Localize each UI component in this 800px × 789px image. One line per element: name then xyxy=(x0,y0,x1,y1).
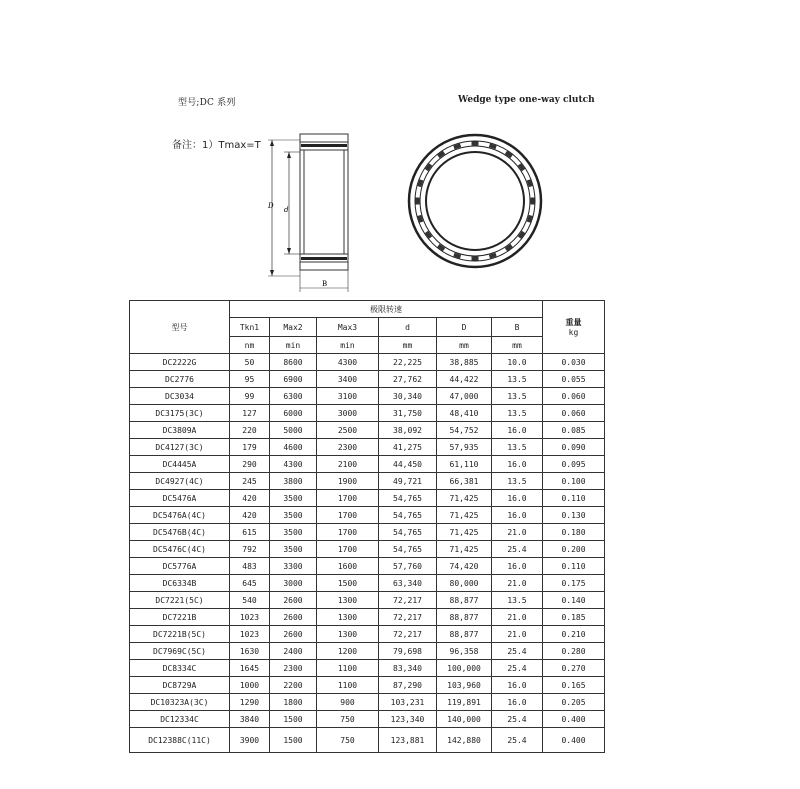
table-cell: 54,765 xyxy=(379,524,437,541)
table-cell: 1290 xyxy=(230,694,270,711)
table-cell: 1500 xyxy=(317,575,379,592)
table-row xyxy=(130,609,605,626)
table-cell: 88,877 xyxy=(437,626,492,643)
model-cell: DC10323A(3C) xyxy=(130,694,230,711)
unit-header: mm xyxy=(437,337,492,354)
table-cell: 0.280 xyxy=(543,643,605,660)
table-cell: 88,877 xyxy=(437,592,492,609)
model-cell: DC3034 xyxy=(130,388,230,405)
table-cell: 1300 xyxy=(317,609,379,626)
table-cell: 6000 xyxy=(270,405,317,422)
table-cell: 16.0 xyxy=(492,694,543,711)
table-cell: 0.130 xyxy=(543,507,605,524)
table-cell: 0.060 xyxy=(543,388,605,405)
table-cell: 25.4 xyxy=(492,660,543,677)
table-cell: 2600 xyxy=(270,626,317,643)
table-row xyxy=(130,388,605,405)
table-cell: 1900 xyxy=(317,473,379,490)
model-series-title: 型号;DC 系列 xyxy=(178,98,236,108)
table-cell: 3300 xyxy=(270,558,317,575)
table-cell: 420 xyxy=(230,490,270,507)
table-cell: 1023 xyxy=(230,609,270,626)
table-cell: 44,422 xyxy=(437,371,492,388)
table-cell: 88,877 xyxy=(437,609,492,626)
table-row xyxy=(130,711,605,728)
table-row xyxy=(130,694,605,711)
table-cell: 49,721 xyxy=(379,473,437,490)
table-row xyxy=(130,405,605,422)
table-cell: 87,290 xyxy=(379,677,437,694)
table-cell: 0.030 xyxy=(543,354,605,371)
column-header: Tkn1 xyxy=(230,318,270,337)
table-cell: 1000 xyxy=(230,677,270,694)
limit-speed-header: 极限转速 xyxy=(230,301,543,318)
table-cell: 13.5 xyxy=(492,388,543,405)
table-cell: 3900 xyxy=(230,728,270,753)
table-cell: 0.085 xyxy=(543,422,605,439)
unit-header: min xyxy=(317,337,379,354)
table-cell: 0.140 xyxy=(543,592,605,609)
table-cell: 750 xyxy=(317,711,379,728)
table-cell: 0.095 xyxy=(543,456,605,473)
table-row xyxy=(130,575,605,592)
table-cell: 83,340 xyxy=(379,660,437,677)
model-cell: DC3175(3C) xyxy=(130,405,230,422)
model-cell: DC7221B(5C) xyxy=(130,626,230,643)
table-cell: 2600 xyxy=(270,592,317,609)
unit-header: mm xyxy=(379,337,437,354)
table-cell: 245 xyxy=(230,473,270,490)
table-cell: 0.110 xyxy=(543,490,605,507)
table-cell: 1100 xyxy=(317,677,379,694)
table-cell: 645 xyxy=(230,575,270,592)
table-cell: 100,000 xyxy=(437,660,492,677)
table-cell: 72,217 xyxy=(379,609,437,626)
table-cell: 96,358 xyxy=(437,643,492,660)
table-cell: 0.090 xyxy=(543,439,605,456)
torque-note: 备注：1）Tmax=T xyxy=(172,140,261,151)
table-cell: 38,092 xyxy=(379,422,437,439)
table-cell: 48,410 xyxy=(437,405,492,422)
table-cell: 44,450 xyxy=(379,456,437,473)
table-row xyxy=(130,473,605,490)
sprag xyxy=(416,198,420,205)
dim-d-label: d xyxy=(284,206,289,214)
table-row xyxy=(130,354,605,371)
table-cell: 13.5 xyxy=(492,371,543,388)
column-header: Max3 xyxy=(317,318,379,337)
table-cell: 3500 xyxy=(270,541,317,558)
table-cell: 0.200 xyxy=(543,541,605,558)
table-cell: 80,000 xyxy=(437,575,492,592)
table-row xyxy=(130,728,605,753)
table-row xyxy=(130,541,605,558)
model-cell: DC2776 xyxy=(130,371,230,388)
table-row xyxy=(130,507,605,524)
table-cell: 72,217 xyxy=(379,626,437,643)
table-cell: 103,960 xyxy=(437,677,492,694)
unit-header: mm xyxy=(492,337,543,354)
table-cell: 4300 xyxy=(317,354,379,371)
table-cell: 54,765 xyxy=(379,541,437,558)
table-cell: 25.4 xyxy=(492,541,543,558)
table-row xyxy=(130,371,605,388)
table-cell: 290 xyxy=(230,456,270,473)
dim-D-label: D xyxy=(268,202,274,210)
table-cell: 3500 xyxy=(270,507,317,524)
table-cell: 16.0 xyxy=(492,422,543,439)
model-cell: DC5476A xyxy=(130,490,230,507)
table-cell: 4300 xyxy=(270,456,317,473)
table-cell: 95 xyxy=(230,371,270,388)
model-cell: DC7221B xyxy=(130,609,230,626)
table-cell: 1645 xyxy=(230,660,270,677)
table-cell: 63,340 xyxy=(379,575,437,592)
table-cell: 140,000 xyxy=(437,711,492,728)
table-cell: 1800 xyxy=(270,694,317,711)
table-cell: 2300 xyxy=(317,439,379,456)
model-cell: DC7221(5C) xyxy=(130,592,230,609)
table-row xyxy=(130,524,605,541)
table-cell: 3100 xyxy=(317,388,379,405)
table-cell: 74,420 xyxy=(437,558,492,575)
table-cell: 13.5 xyxy=(492,473,543,490)
table-cell: 71,425 xyxy=(437,524,492,541)
table-cell: 27,762 xyxy=(379,371,437,388)
table-cell: 71,425 xyxy=(437,490,492,507)
table-cell: 2200 xyxy=(270,677,317,694)
table-cell: 66,381 xyxy=(437,473,492,490)
table-cell: 615 xyxy=(230,524,270,541)
model-cell: DC6334B xyxy=(130,575,230,592)
model-cell: DC4127(3C) xyxy=(130,439,230,456)
sprag xyxy=(472,142,479,146)
table-cell: 0.270 xyxy=(543,660,605,677)
table-cell: 0.060 xyxy=(543,405,605,422)
model-cell: DC5476C(4C) xyxy=(130,541,230,558)
table-cell: 25.4 xyxy=(492,643,543,660)
table-cell: 13.5 xyxy=(492,592,543,609)
table-cell: 72,217 xyxy=(379,592,437,609)
table-cell: 123,881 xyxy=(379,728,437,753)
table-cell: 0.165 xyxy=(543,677,605,694)
table-cell: 21.0 xyxy=(492,524,543,541)
table-cell: 1500 xyxy=(270,728,317,753)
table-cell: 900 xyxy=(317,694,379,711)
model-cell: DC5476B(4C) xyxy=(130,524,230,541)
specification-table xyxy=(129,300,605,753)
table-cell: 54,765 xyxy=(379,507,437,524)
model-cell: DC5476A(4C) xyxy=(130,507,230,524)
model-cell: DC8334C xyxy=(130,660,230,677)
sprag-elements xyxy=(416,142,535,261)
side-view-drawing xyxy=(262,130,362,295)
table-cell: 0.175 xyxy=(543,575,605,592)
table-cell: 21.0 xyxy=(492,626,543,643)
column-header: B xyxy=(492,318,543,337)
column-header: D xyxy=(437,318,492,337)
table-cell: 99 xyxy=(230,388,270,405)
table-cell: 3800 xyxy=(270,473,317,490)
table-cell: 0.100 xyxy=(543,473,605,490)
model-cell: DC12334C xyxy=(130,711,230,728)
table-cell: 61,110 xyxy=(437,456,492,473)
table-cell: 13.5 xyxy=(492,439,543,456)
table-cell: 25.4 xyxy=(492,711,543,728)
table-cell: 2500 xyxy=(317,422,379,439)
table-cell: 16.0 xyxy=(492,558,543,575)
table-cell: 1100 xyxy=(317,660,379,677)
specification-rows xyxy=(130,354,605,753)
table-cell: 3000 xyxy=(317,405,379,422)
table-row xyxy=(130,490,605,507)
table-cell: 2400 xyxy=(270,643,317,660)
table-cell: 3500 xyxy=(270,490,317,507)
table-cell: 54,752 xyxy=(437,422,492,439)
table-cell: 71,425 xyxy=(437,541,492,558)
table-cell: 13.5 xyxy=(492,405,543,422)
table-cell: 220 xyxy=(230,422,270,439)
table-cell: 54,765 xyxy=(379,490,437,507)
table-cell: 5000 xyxy=(270,422,317,439)
table-cell: 3400 xyxy=(317,371,379,388)
table-cell: 47,000 xyxy=(437,388,492,405)
table-cell: 123,340 xyxy=(379,711,437,728)
table-cell: 420 xyxy=(230,507,270,524)
table-cell: 483 xyxy=(230,558,270,575)
table-cell: 57,760 xyxy=(379,558,437,575)
table-cell: 1200 xyxy=(317,643,379,660)
weight-unit-label: kg xyxy=(568,328,579,337)
table-cell: 71,425 xyxy=(437,507,492,524)
table-row xyxy=(130,422,605,439)
table-cell: 6300 xyxy=(270,388,317,405)
dim-B-label: B xyxy=(322,280,328,288)
sprag xyxy=(472,257,479,261)
table-cell: 0.205 xyxy=(543,694,605,711)
table-cell: 1700 xyxy=(317,524,379,541)
table-cell: 0.210 xyxy=(543,626,605,643)
model-cell: DC4927(4C) xyxy=(130,473,230,490)
table-cell: 142,880 xyxy=(437,728,492,753)
model-column-header: 型号 xyxy=(130,301,230,354)
product-name-title: Wedge type one-way clutch xyxy=(458,95,595,105)
table-cell: 31,750 xyxy=(379,405,437,422)
table-row xyxy=(130,626,605,643)
table-cell: 1600 xyxy=(317,558,379,575)
table-cell: 119,891 xyxy=(437,694,492,711)
sprag xyxy=(531,198,535,205)
table-cell: 50 xyxy=(230,354,270,371)
model-cell: DC2222G xyxy=(130,354,230,371)
table-cell: 750 xyxy=(317,728,379,753)
unit-header: min xyxy=(270,337,317,354)
table-cell: 4600 xyxy=(270,439,317,456)
table-cell: 22,225 xyxy=(379,354,437,371)
weight-header-label: 重量 xyxy=(565,318,582,327)
model-cell: DC4445A xyxy=(130,456,230,473)
table-row xyxy=(130,643,605,660)
table-cell: 0.180 xyxy=(543,524,605,541)
table-cell: 1500 xyxy=(270,711,317,728)
table-row xyxy=(130,456,605,473)
table-cell: 3840 xyxy=(230,711,270,728)
table-cell: 792 xyxy=(230,541,270,558)
table-cell: 0.055 xyxy=(543,371,605,388)
column-header: Max2 xyxy=(270,318,317,337)
table-row xyxy=(130,439,605,456)
table-cell: 3500 xyxy=(270,524,317,541)
table-cell: 0.185 xyxy=(543,609,605,626)
table-cell: 1630 xyxy=(230,643,270,660)
table-cell: 8600 xyxy=(270,354,317,371)
table-row xyxy=(130,558,605,575)
table-cell: 2100 xyxy=(317,456,379,473)
model-cell: DC7969C(5C) xyxy=(130,643,230,660)
table-cell: 25.4 xyxy=(492,728,543,753)
column-header: d xyxy=(379,318,437,337)
table-cell: 16.0 xyxy=(492,507,543,524)
table-cell: 21.0 xyxy=(492,609,543,626)
table-cell: 1700 xyxy=(317,490,379,507)
table-cell: 0.110 xyxy=(543,558,605,575)
table-cell: 21.0 xyxy=(492,575,543,592)
table-cell: 3000 xyxy=(270,575,317,592)
table-row xyxy=(130,592,605,609)
model-cell: DC12388C(11C) xyxy=(130,728,230,753)
table-cell: 103,231 xyxy=(379,694,437,711)
table-cell: 1300 xyxy=(317,592,379,609)
table-cell: 1023 xyxy=(230,626,270,643)
model-cell: DC5776A xyxy=(130,558,230,575)
table-cell: 1700 xyxy=(317,541,379,558)
table-cell: 57,935 xyxy=(437,439,492,456)
table-cell: 0.400 xyxy=(543,711,605,728)
table-cell: 16.0 xyxy=(492,677,543,694)
table-row xyxy=(130,660,605,677)
table-cell: 2600 xyxy=(270,609,317,626)
table-cell: 30,340 xyxy=(379,388,437,405)
table-cell: 127 xyxy=(230,405,270,422)
table-cell: 0.400 xyxy=(543,728,605,753)
table-cell: 2300 xyxy=(270,660,317,677)
table-cell: 6900 xyxy=(270,371,317,388)
table-cell: 16.0 xyxy=(492,490,543,507)
table-cell: 79,698 xyxy=(379,643,437,660)
weight-column-header xyxy=(543,301,605,354)
model-cell: DC3809A xyxy=(130,422,230,439)
table-cell: 1300 xyxy=(317,626,379,643)
table-cell: 10.0 xyxy=(492,354,543,371)
unit-header: nm xyxy=(230,337,270,354)
model-cell: DC8729A xyxy=(130,677,230,694)
table-cell: 16.0 xyxy=(492,456,543,473)
table-cell: 179 xyxy=(230,439,270,456)
table-cell: 1700 xyxy=(317,507,379,524)
table-cell: 38,885 xyxy=(437,354,492,371)
table-cell: 41,275 xyxy=(379,439,437,456)
clutch-front-view xyxy=(400,133,550,283)
table-cell: 540 xyxy=(230,592,270,609)
table-row xyxy=(130,677,605,694)
